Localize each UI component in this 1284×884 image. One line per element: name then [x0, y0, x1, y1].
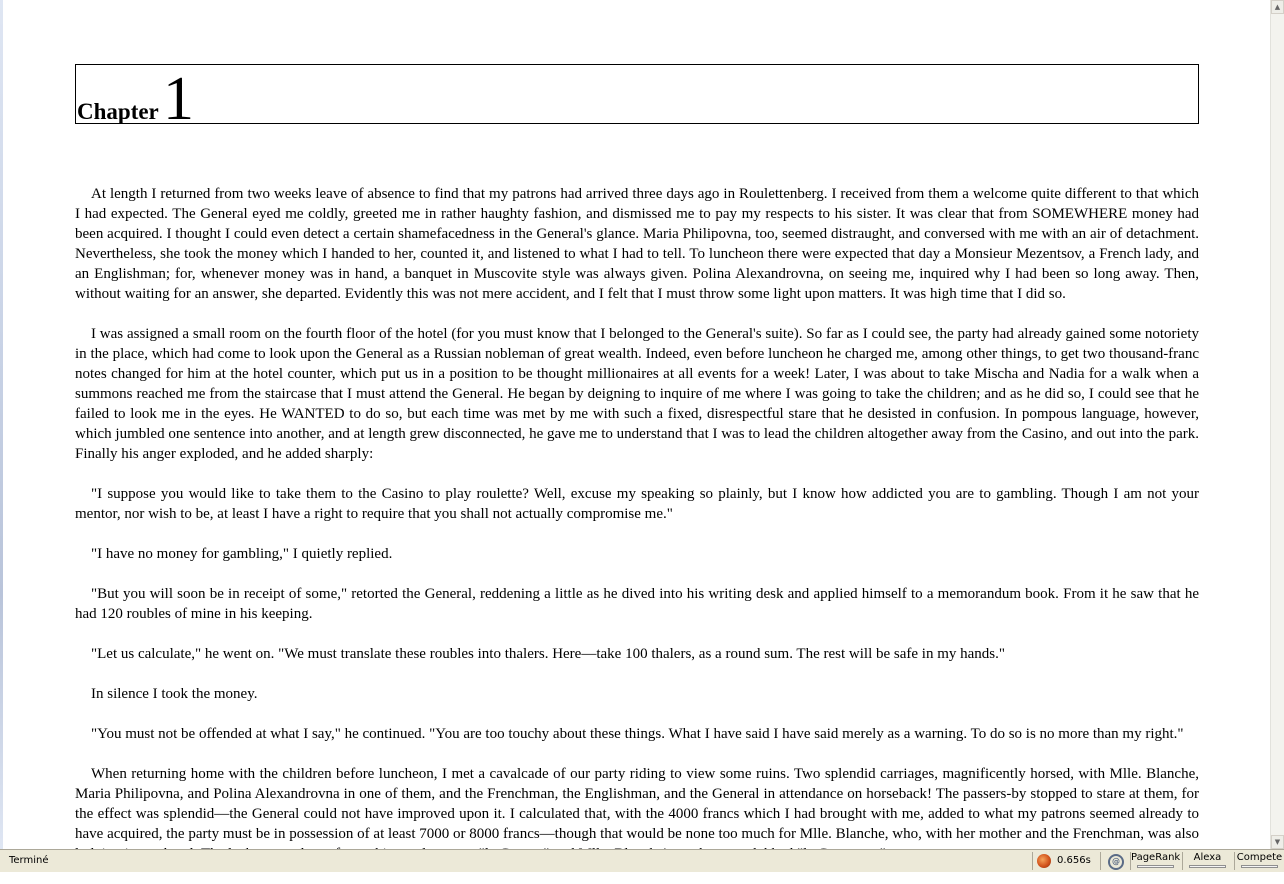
load-time: 0.656s	[1057, 855, 1091, 866]
paragraph: "Let us calculate," he went on. "We must translate these roubles into thalers. Here—take 100 thalers, as a round sum. The rest will be safe in my hands."	[91, 646, 1006, 662]
paragraph: "But you will soon be in receipt of some," retorted the General, reddening a little as he dived into his writing desk and applied himself to a memorandum book. From it he saw that he had 120 roubles of mine in his keeping.	[75, 586, 1199, 622]
chapter-word: Chapter	[77, 99, 159, 124]
chapter-text	[75, 184, 1199, 884]
paragraph: "You must not be offended at what I say," he continued. "You are too touchy about these things. What I have said I have said merely as a warning. To do so is no more than my right."	[91, 726, 1184, 742]
pagerank-bar	[1137, 865, 1174, 868]
compete-bar	[1241, 865, 1278, 868]
status-bar	[0, 849, 1284, 872]
chapter-underline	[194, 123, 1198, 124]
status-text: Terminé	[9, 855, 49, 866]
paragraph: "I suppose you would like to take them to the Casino to play roulette? Well, excuse my speaking so plainly, but I know how addicted you are to gambling. Though I am not your mentor, nor wish to be, at least I have a right to require that you shall not actually compromise me."	[75, 486, 1199, 522]
pagerank-label: PageRank	[1131, 852, 1181, 863]
chapter-heading	[75, 64, 1199, 133]
compete-button[interactable]	[1234, 852, 1284, 870]
pagerank-button[interactable]	[1130, 852, 1180, 870]
paragraph: I was assigned a small room on the fourth floor of the hotel (for you must know that I belonged to the General's suite). So far as I could see, the party had already gained some notoriety in the place, which had come to look upon the General as a Russian nobleman of great wealth. Indeed, even before luncheon he charged me, among other things, to get two thousand-franc notes changed for him at the hotel counter, which put us in a position to be thought millionaires at all events for a week! Later, I was about to take Mischa and Nadia for a walk when a summons reached me from the staircase that I must attend the General. He began by deigning to inquire of me where I was going to take the children; and as he did so, I could see that he failed to look me in the eyes. He WANTED to do so, but each time was met by me with such a fixed, disrespectful stare that he desisted in confusion. In pompous language, however, which jumbled one sentence into another, and at length grew disconnected, he gave me to understand that I was to lead the children altogether away from the Casino, and out into the park. Finally his anger exploded, and he added sharply:	[75, 326, 1199, 462]
paragraph: When returning home with the children before luncheon, I met a cavalcade of our party riding to view some ruins. Two splendid carriages, magnificently horsed, with Mlle. Blanche, Maria Philipovna, and Polina Alexandrovna in one of them, and the Frenchman, the Englishman, and the General in attendance on horseback! The passers-by stopped to stare at them, for the effect was splendid—the General could not have improved upon it. I calculated that, with the 4000 francs which I had brought with me, added to what my patrons seemed already to have acquired, the party must be in possession of at least 7000 or 8000 francs—though that would be none too much for Mlle. Blanche, who, with her mother and the Frenchman, was also	[75, 766, 1199, 842]
paragraph: "I have no money for gambling," I quietly replied.	[91, 546, 393, 562]
alexa-button[interactable]	[1182, 852, 1232, 870]
paragraph: In silence I took the money.	[91, 686, 258, 702]
scroll-down-icon[interactable]: ▼	[1271, 835, 1284, 849]
load-timer-panel[interactable]	[1032, 852, 1098, 870]
scroll-up-icon[interactable]: ▲	[1271, 0, 1284, 14]
chapter-number: 1	[163, 65, 194, 133]
alexa-label: Alexa	[1193, 852, 1222, 863]
sidebar-edge	[0, 0, 3, 849]
vertical-scrollbar[interactable]	[1270, 0, 1284, 849]
gear-icon[interactable]: @	[1108, 854, 1124, 870]
options-panel[interactable]	[1100, 852, 1128, 870]
paragraph: At length I returned from two weeks leave of absence to find that my patrons had arrived three days ago in Roulettenberg. I received from them a welcome quite different to that which I had expected. The General eyed me coldly, greeted me in rather haughty fashion, and dismissed me to pay my respects to his sister. It was clear that from SOMEWHERE money had been acquired. I thought I could even detect a certain shamefacedness in the General's glance. Maria Philipovna, too, seemed distraught, and conversed with me with an air of detachment. Nevertheless, she took the money which I handed to her, counted it, and listened to what I had to tell. To luncheon there were expected that day a Monsieur Mezentsov, a French lady, and an Englishman; for, whenever money was in hand, a banquet in Muscovite style was always given. Polina Alexandrovna, on seeing me, inquired why I had been so long away. Then, without waiting for an answer, she departed. Evidently this was not mere accident, and I felt that I must throw some light upon matters. It was high time that I did so.	[75, 186, 1199, 302]
timer-icon	[1037, 854, 1051, 868]
compete-label: Compete	[1236, 852, 1283, 863]
alexa-bar	[1189, 865, 1226, 868]
